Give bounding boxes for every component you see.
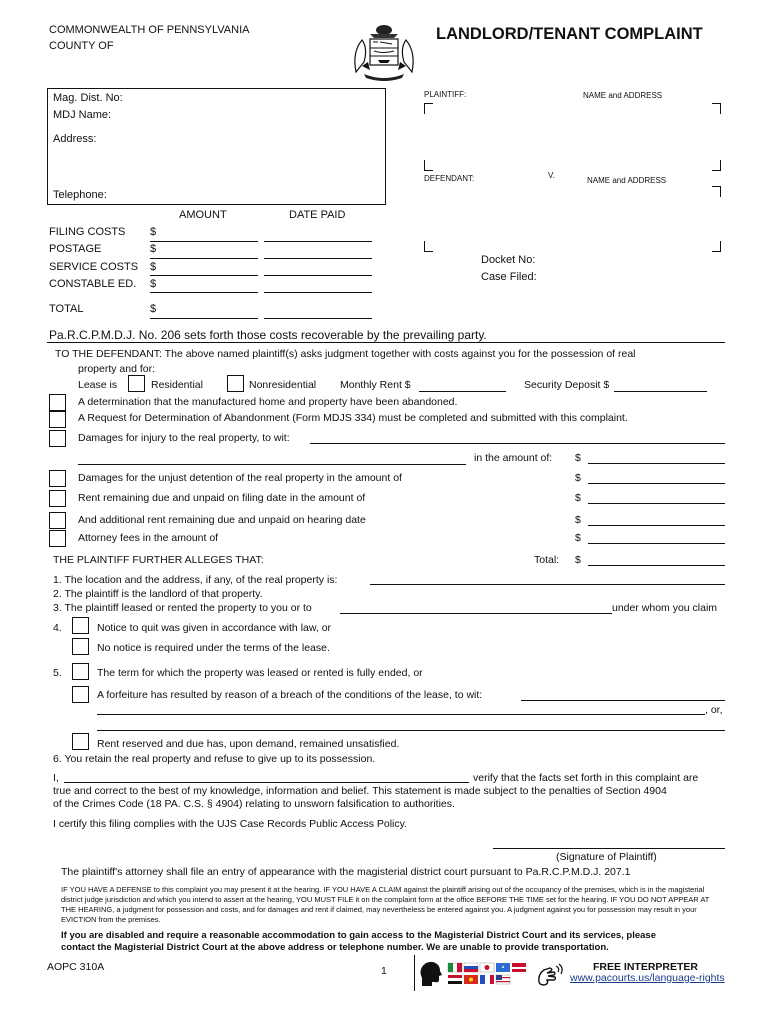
certify-statement: I certify this filing complies with the UJS Case Records Public Access Policy. bbox=[53, 818, 408, 830]
address-label: Address: bbox=[53, 133, 97, 145]
verification-prefix: I, bbox=[53, 772, 59, 784]
defense-notice: IF YOU HAVE A DEFENSE to this complaint you may present it at the hearing. IF YOU HAVE A CLAIM against the plaintiff arising out of the occupancy of the premises, which is in the magisterial district judge jurisdiction and which you intend to assert at the hearing, YOU MUST FILE it on the complaint form at the office BEFORE THE TIME set for the hearing. IF YOU DO NOT APPEAR AT THE HEARING, a judgment for possession and costs, and for damages and rent if claimed, may nevertheless be entered against you. A judgment against you for possession may result in your EVICTION from the premises. bbox=[61, 885, 710, 924]
plaintiff-field-corner bbox=[712, 160, 721, 171]
pennsylvania-seal-icon bbox=[348, 22, 420, 84]
versus-label: V. bbox=[548, 171, 555, 180]
currency-sign: $ bbox=[575, 452, 581, 464]
residential-label: Residential bbox=[151, 379, 203, 391]
residential-checkbox[interactable] bbox=[128, 375, 145, 392]
lease-is-label: Lease is bbox=[78, 379, 118, 391]
security-deposit-field[interactable] bbox=[614, 391, 707, 392]
rent-unsatisfied-checkbox[interactable] bbox=[72, 733, 89, 750]
additional-rent-label: And additional rent remaining due and unpaid on hearing date bbox=[78, 514, 366, 526]
notice-to-quit-checkbox[interactable] bbox=[72, 617, 89, 634]
currency-sign: $ bbox=[575, 472, 581, 484]
forfeiture-or-label: , or, bbox=[705, 704, 723, 716]
currency-sign: $ bbox=[575, 554, 581, 566]
currency-sign: $ bbox=[150, 226, 157, 238]
allegation-3-tail: under whom you claim bbox=[612, 602, 718, 614]
defendant-field-corner bbox=[712, 186, 721, 197]
currency-sign: $ bbox=[150, 243, 157, 255]
term-ended-checkbox[interactable] bbox=[72, 663, 89, 680]
service-costs-label: SERVICE COSTS bbox=[49, 261, 139, 273]
currency-sign: $ bbox=[575, 532, 581, 544]
forfeiture-breach-field[interactable] bbox=[521, 700, 725, 701]
verification-line3: of the Crimes Code (18 PA. C.S. § 4904) relating to unsworn falsification to authorities. bbox=[53, 798, 455, 810]
forfeiture-breach-field-continued[interactable] bbox=[97, 714, 705, 715]
no-notice-required-checkbox[interactable] bbox=[72, 638, 89, 655]
language-rights-link[interactable]: www.pacourts.us/language-rights bbox=[570, 972, 725, 984]
attorney-fees-label: Attorney fees in the amount of bbox=[78, 532, 219, 544]
allegation-5-number: 5. bbox=[53, 667, 62, 679]
rent-remaining-checkbox[interactable] bbox=[49, 490, 66, 507]
plaintiff-name-field[interactable] bbox=[64, 782, 469, 783]
signature-label: (Signature of Plaintiff) bbox=[556, 851, 657, 863]
constable-ed-label: CONSTABLE ED. bbox=[49, 278, 137, 290]
currency-sign: $ bbox=[150, 261, 157, 273]
postage-amount-field[interactable] bbox=[150, 258, 258, 259]
mdj-name-label: MDJ Name: bbox=[53, 109, 112, 121]
form-title: LANDLORD/TENANT COMPLAINT bbox=[436, 25, 703, 43]
county-line: COUNTY OF bbox=[49, 40, 114, 52]
currency-sign: $ bbox=[150, 278, 157, 290]
filing-costs-date-field[interactable] bbox=[264, 241, 372, 242]
language-flags-icon bbox=[446, 961, 534, 989]
defendant-field-corner bbox=[712, 241, 721, 252]
docket-no-label: Docket No: bbox=[481, 254, 536, 266]
mag-dist-label: Mag. Dist. No: bbox=[53, 92, 123, 104]
damages-injury-label: Damages for injury to the real property, to wit: bbox=[78, 432, 290, 444]
attorney-fees-checkbox[interactable] bbox=[49, 530, 66, 547]
lessee-name-field[interactable] bbox=[340, 613, 612, 614]
damages-injury-checkbox[interactable] bbox=[49, 430, 66, 447]
sign-language-icon bbox=[536, 962, 564, 988]
additional-rent-amount-field[interactable] bbox=[588, 525, 725, 526]
verification-line2: true and correct to the best of my knowledge, information and belief. This statement is made subject to the penalties of Section 4904 bbox=[53, 785, 667, 797]
currency-sign: $ bbox=[150, 303, 157, 315]
allegation-4-number: 4. bbox=[53, 622, 62, 634]
date-paid-header: DATE PAID bbox=[289, 209, 346, 221]
case-filed-label: Case Filed: bbox=[481, 271, 537, 283]
damages-injury-field[interactable] bbox=[310, 443, 725, 444]
section-divider bbox=[47, 342, 725, 343]
currency-sign: $ bbox=[575, 492, 581, 504]
state-line: COMMONWEALTH OF PENNSYLVANIA bbox=[49, 24, 250, 36]
unjust-detention-checkbox[interactable] bbox=[49, 470, 66, 487]
abandonment-checkbox[interactable] bbox=[49, 411, 66, 428]
to-defendant-line2: property and for: bbox=[78, 363, 156, 375]
prevailing-party-note: Pa.R.C.P.M.D.J. No. 206 sets forth those costs recoverable by the prevailing party. bbox=[49, 328, 487, 342]
page-number: 1 bbox=[381, 965, 387, 977]
filing-costs-label: FILING COSTS bbox=[49, 226, 126, 238]
plaintiff-name-address-label: NAME and ADDRESS bbox=[583, 91, 663, 100]
rent-unsatisfied-label: Rent reserved and due has, upon demand, remained unsatisfied. bbox=[97, 738, 400, 750]
forfeiture-breach-field-continued[interactable] bbox=[97, 730, 725, 731]
injury-amount-field[interactable] bbox=[588, 463, 725, 464]
signature-field[interactable] bbox=[493, 848, 725, 849]
property-address-field[interactable] bbox=[370, 584, 725, 585]
nonresidential-checkbox[interactable] bbox=[227, 375, 244, 392]
defendant-name-address-label: NAME and ADDRESS bbox=[587, 176, 667, 185]
speaking-head-icon bbox=[418, 960, 444, 988]
attorney-fees-amount-field[interactable] bbox=[588, 543, 725, 544]
forfeiture-label: A forfeiture has resulted by reason of a breach of the conditions of the lease, to wit: bbox=[97, 689, 483, 701]
further-alleges-heading: THE PLAINTIFF FURTHER ALLEGES THAT: bbox=[53, 554, 264, 566]
allegation-2: 2. The plaintiff is the landlord of that property. bbox=[53, 588, 263, 600]
telephone-label: Telephone: bbox=[53, 189, 107, 201]
form-id: AOPC 310A bbox=[47, 961, 105, 973]
abandonment-request-label: A Request for Determination of Abandonment (Form MDJS 334) must be completed and submitted with this complaint. bbox=[78, 412, 628, 424]
manufactured-home-checkbox[interactable] bbox=[49, 394, 66, 411]
plaintiff-field-corner bbox=[424, 103, 433, 114]
accommodation-line1: If you are disabled and require a reasonable accommodation to gain access to the Magisterial District Court and its services, please bbox=[61, 930, 656, 941]
monthly-rent-field[interactable] bbox=[419, 391, 506, 392]
filing-costs-amount-field[interactable] bbox=[150, 241, 258, 242]
in-the-amount-of-label: in the amount of: bbox=[474, 452, 553, 464]
allegation-3: 3. The plaintiff leased or rented the property to you or to bbox=[53, 602, 312, 614]
plaintiff-field-corner bbox=[712, 103, 721, 114]
postage-date-field[interactable] bbox=[264, 258, 372, 259]
plaintiff-label: PLAINTIFF: bbox=[424, 90, 467, 99]
accommodation-line2: contact the Magisterial District Court at the above address or telephone number. We are unable to provide transportation. bbox=[61, 942, 609, 953]
total-claim-label: Total: bbox=[534, 554, 560, 566]
court-info-box bbox=[47, 88, 386, 205]
manufactured-home-label: A determination that the manufactured home and property have been abandoned. bbox=[78, 396, 458, 408]
total-date-field[interactable] bbox=[264, 318, 372, 319]
defendant-label: DEFENDANT: bbox=[424, 174, 475, 183]
total-claim-amount-field[interactable] bbox=[588, 565, 725, 566]
rent-remaining-label: Rent remaining due and unpaid on filing date in the amount of bbox=[78, 492, 366, 504]
allegation-1: 1. The location and the address, if any, of the real property is: bbox=[53, 574, 338, 586]
currency-sign: $ bbox=[575, 514, 581, 526]
to-defendant-line1: TO THE DEFENDANT: The above named plaintiff(s) asks judgment together with costs against you for the possession of real bbox=[55, 348, 636, 360]
forfeiture-checkbox[interactable] bbox=[72, 686, 89, 703]
term-ended-label: The term for which the property was leased or rented is fully ended, or bbox=[97, 667, 423, 679]
service-costs-amount-field[interactable] bbox=[150, 275, 258, 276]
footer-divider bbox=[414, 955, 415, 991]
no-notice-required-label: No notice is required under the terms of the lease. bbox=[97, 642, 330, 654]
allegation-6: 6. You retain the real property and refuse to give up to its possession. bbox=[53, 753, 376, 765]
security-deposit-label: Security Deposit $ bbox=[524, 379, 610, 391]
service-costs-date-field[interactable] bbox=[264, 275, 372, 276]
total-amount-field[interactable] bbox=[150, 318, 258, 319]
verification-tail: verify that the facts set forth in this complaint are bbox=[473, 772, 699, 784]
constable-ed-amount-field[interactable] bbox=[150, 292, 258, 293]
additional-rent-checkbox[interactable] bbox=[49, 512, 66, 529]
plaintiff-field-corner bbox=[424, 160, 433, 171]
amount-header: AMOUNT bbox=[179, 209, 227, 221]
attorney-appearance-note: The plaintiff's attorney shall file an entry of appearance with the magisterial district court pursuant to Pa.R.C.P.M.D.J. 207.1 bbox=[61, 866, 631, 878]
rent-remaining-amount-field[interactable] bbox=[588, 503, 725, 504]
nonresidential-label: Nonresidential bbox=[249, 379, 317, 391]
notice-to-quit-label: Notice to quit was given in accordance with law, or bbox=[97, 622, 332, 634]
constable-ed-date-field[interactable] bbox=[264, 292, 372, 293]
unjust-detention-amount-field[interactable] bbox=[588, 483, 725, 484]
unjust-detention-label: Damages for the unjust detention of the real property in the amount of bbox=[78, 472, 402, 484]
defendant-field-corner bbox=[424, 241, 433, 252]
postage-label: POSTAGE bbox=[49, 243, 102, 255]
monthly-rent-label: Monthly Rent $ bbox=[340, 379, 411, 391]
interpreter-title: FREE INTERPRETER bbox=[593, 961, 699, 973]
damages-injury-field-continued[interactable] bbox=[78, 464, 466, 465]
total-label: TOTAL bbox=[49, 303, 84, 315]
